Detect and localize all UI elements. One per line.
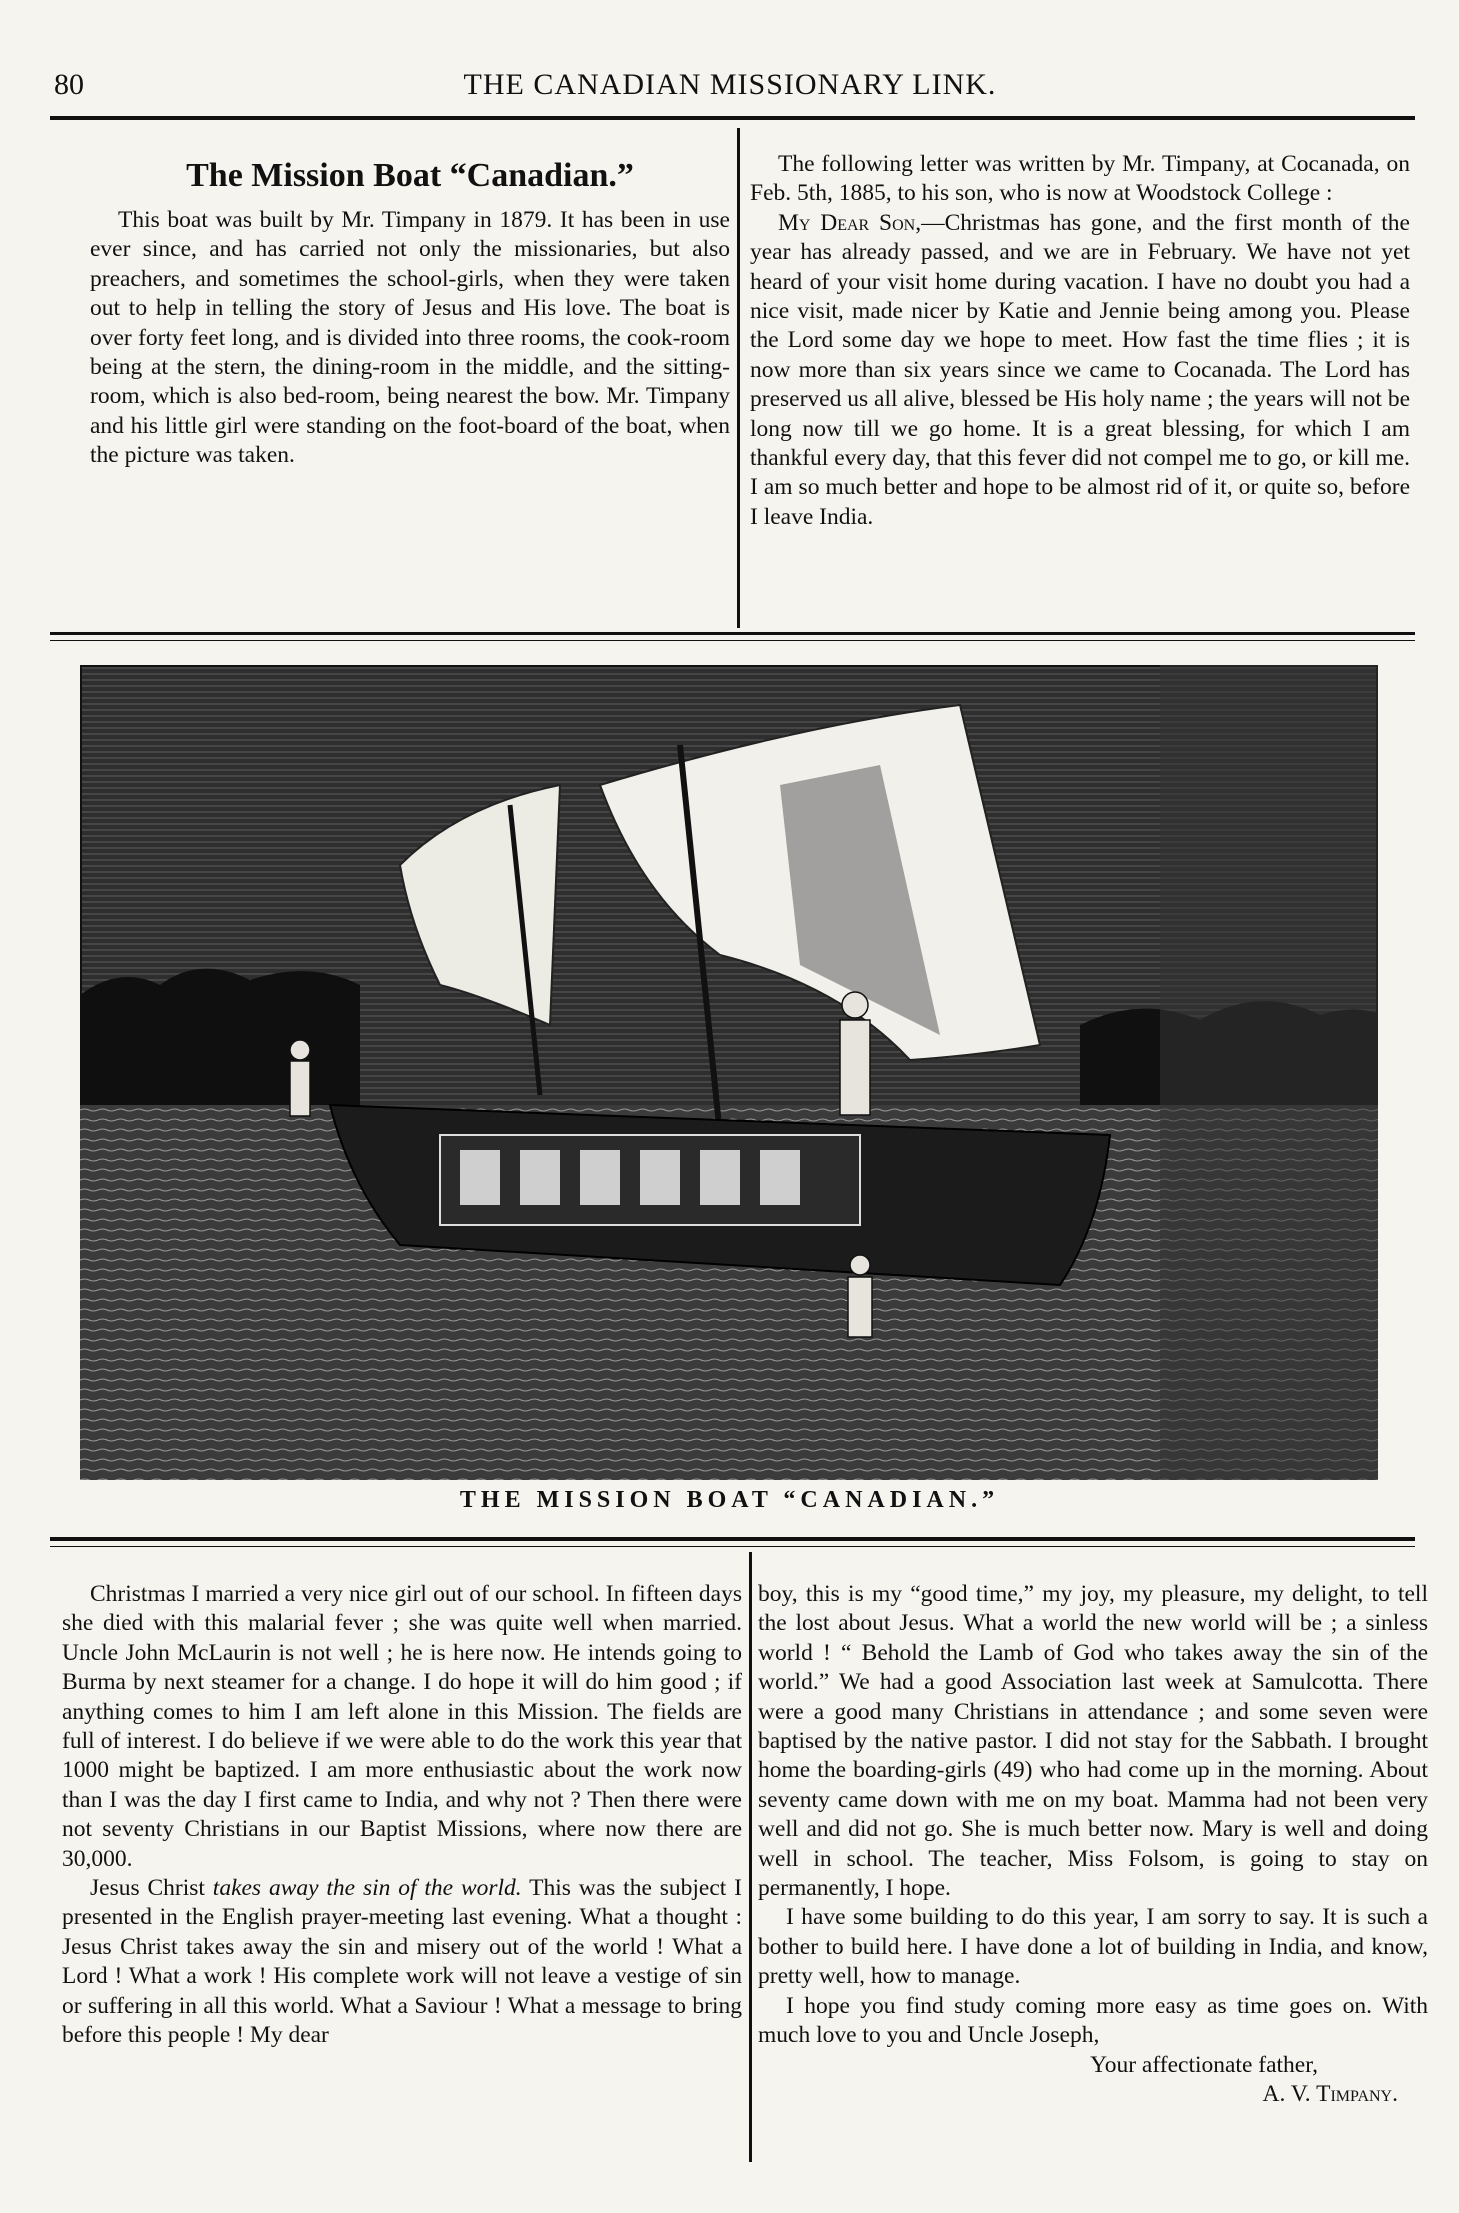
top-column-divider [737, 128, 740, 628]
letter-salutation: My Dear Son, [778, 209, 922, 236]
article-paragraph: This boat was built by Mr. Timpany in 1879. It has been in use ever since, and has carried not only the missionaries, but also preachers, and sometimes the school-girls, when they were taken out to help in telling the story of Jesus and His love. The boat is over forty feet long, and is divided into three rooms, the cook-room being at the stern, the dining-room in the middle, and the sitting-room, which is also bed-room, being nearest the bow. Mr. Timpany and his little girl were standing on the foot-board of the boat, when the picture was taken. [90, 207, 730, 469]
letter-column-bottom-left [62, 1580, 742, 2051]
lower-section-rule [50, 1537, 1415, 1541]
page-header [40, 68, 1420, 112]
letter-column-top [750, 150, 1410, 532]
article-title: The Mission Boat “Canadian.” [186, 157, 634, 194]
letter-paragraph-6: I hope you find study coming more easy as time goes on. With much love to you and Uncle Joseph, [758, 1992, 1428, 2049]
bottom-column-divider [749, 1552, 752, 2162]
letter-paragraph-1: —Christmas has gone, and the first month of the year has already passed, and we are in February. We have not yet heard of your visit home during vacation. I have no doubt you had a nice visit, made nicer by Katie and Jennie being among you. Please the Lord some day we hope to meet. How fast the time flies ; it is now more than six years since we came to Cocanada. The Lord has preserved us all alive, blessed be His holy name ; the years will not be long now till we go home. It is a great blessing, for which I am thankful every day, that this fever did not compel me to go, or kill me. I am so much better and hope to be almost rid of it, or quite so, before I leave India. [750, 209, 1410, 530]
page-number: 80 [54, 68, 84, 101]
letter-intro: The following letter was written by Mr. Timpany, at Cocanada, on Feb. 5th, 1885, to his son, who is now at Woodstock College : [750, 151, 1410, 207]
right-panel [1160, 665, 1378, 1480]
upper-section-rule [50, 632, 1415, 635]
article-column [90, 156, 730, 471]
letter-column-bottom-right [758, 1580, 1428, 2109]
emphasis-text: takes away the sin of the world. [212, 1875, 522, 1902]
letter-closing: Your affectionate father, [1090, 2051, 1318, 2078]
illustration-caption: THE MISSION BOAT “CANADIAN.” [459, 1487, 1000, 1513]
lower-section-rule-2 [50, 1546, 1415, 1547]
upper-section-rule-2 [50, 640, 1415, 641]
letter-paragraph-3: Jesus Christ takes away the sin of the world. This was the subject I presented in the English prayer-meeting last evening. What a thought : Jesus Christ takes away the sin and misery out of the world ! What a Lord ! What a work ! His complete work will not leave a vestige of sin or suffering in all this world. What a Saviour ! What a message to bring before this people ! My dear [62, 1875, 742, 2049]
mission-boat-illustration [80, 665, 1378, 1480]
masthead-title: THE CANADIAN MISSIONARY LINK. [463, 68, 997, 101]
letter-paragraph-4: boy, this is my “good time,” my joy, my pleasure, my delight, to tell the lost about Jesus. What a world the new world will be ; a sinless world ! “ Behold the Lamb of God who takes away the sin of the world.” We had a good Association last week at Samulcotta. There were a good many Christians in attendance ; and some seven were baptised by the native pastor. I did not stay for the Sabbath. I brought home the boarding-girls (49) who had come up in the morning. About seventy came down with me on my boat. Mamma had not been very well and did not go. She is much better now. Mary is well and doing well in school. The teacher, Miss Folsom, is going to stay on permanently, I hope. [758, 1581, 1428, 1902]
letter-paragraph-5: I have some building to do this year, I am sorry to say. It is such a bother to build here. I have done a lot of building in India, and know, pretty well, how to manage. [758, 1904, 1428, 1990]
letter-signature: A. V. Timpany. [1262, 2080, 1398, 2107]
header-rule [50, 116, 1415, 120]
letter-paragraph-2: Christmas I married a very nice girl out of our school. In fifteen days she died with this malarial fever ; she was quite well when married. Uncle John McLaurin is not well ; he is here now. He intends going to Burma by next steamer for a change. I do hope it will do him good ; if anything comes to him I am left alone in this Mission. The fields are full of interest. I do believe if we were able to do the work this year that 1000 might be baptized. I am more enthusiastic about the work now than I was the day I first came to India, and why not ? Then there were not seventy Christians in our Baptist Missions, where now there are 30,000. [62, 1581, 742, 1872]
